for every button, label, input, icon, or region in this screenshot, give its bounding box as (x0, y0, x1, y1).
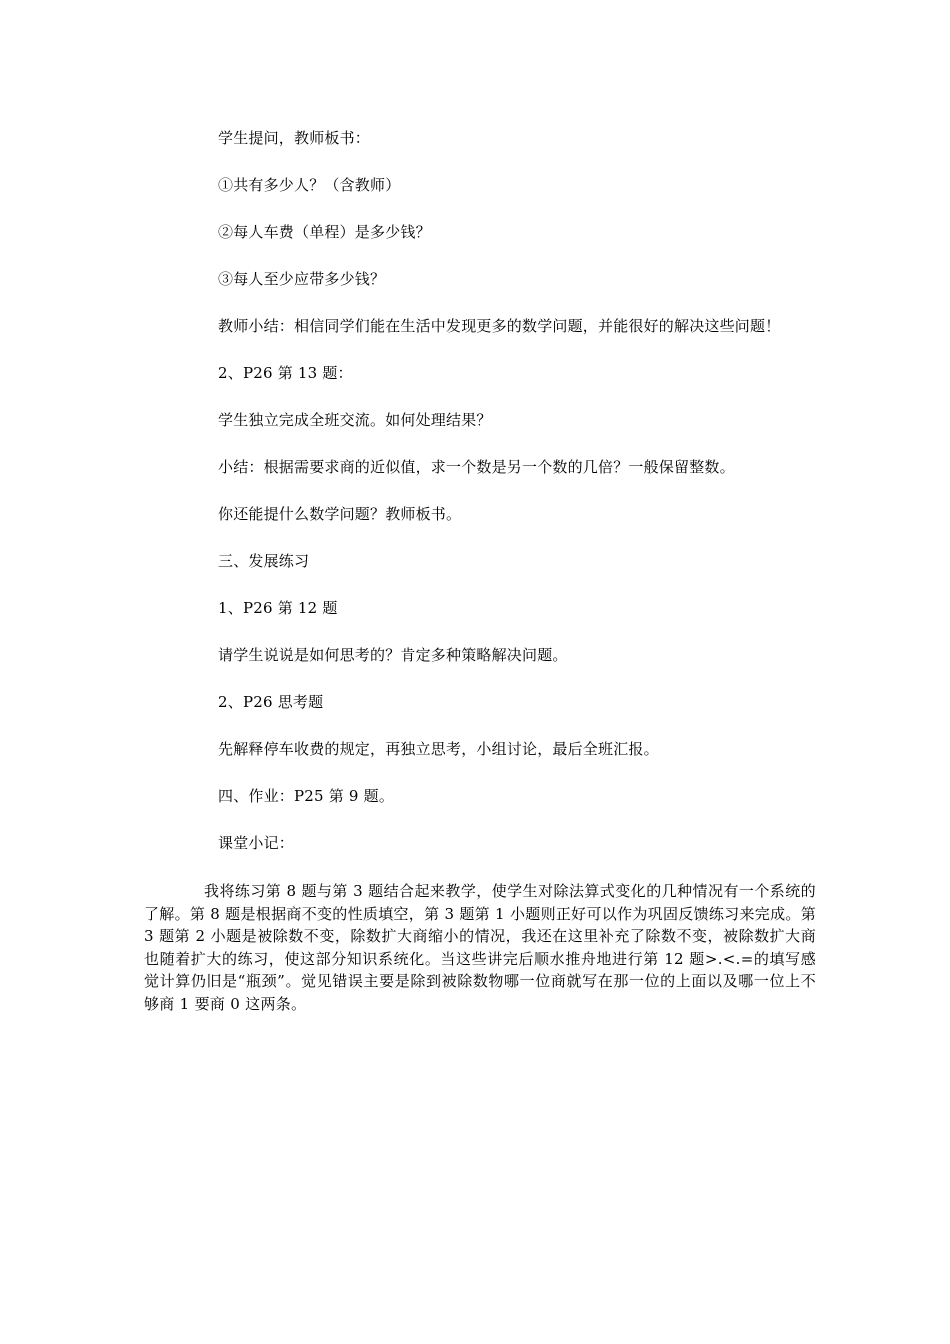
line-parking-rules: 先解释停车收费的规定，再独立思考，小组讨论，最后全班汇报。 (218, 740, 659, 758)
line-summary: 小结：根据需要求商的近似值，求一个数是另一个数的几倍？一般保留整数。 (218, 458, 735, 476)
section-heading-development: 三、发展练习 (218, 552, 310, 570)
line-thinking-question: 2、P26 思考题 (218, 693, 324, 711)
line-exercise-p26-12: 1、P26 第 12 题 (218, 599, 338, 617)
line-more-questions: 你还能提什么数学问题？教师板书。 (218, 505, 462, 523)
line-question-1: ①共有多少人？（含教师） (218, 176, 401, 194)
line-strategies: 请学生说说是如何思考的？肯定多种策略解决问题。 (218, 646, 568, 664)
line-exercise-p26-13: 2、P26 第 13 题： (218, 364, 353, 382)
line-teacher-summary: 教师小结：相信同学们能在生活中发现更多的数学问题，并能很好的解决这些问题！ (218, 317, 781, 335)
section-heading-homework: 四、作业：P25 第 9 题。 (218, 787, 395, 805)
line-student-questions: 学生提问，教师板书： (218, 129, 371, 147)
line-question-2: ②每人车费（单程）是多少钱？ (218, 223, 431, 241)
line-student-exchange: 学生独立完成全班交流。如何处理结果？ (218, 411, 492, 429)
section-heading-class-notes: 课堂小记： (218, 834, 295, 852)
line-question-3: ③每人至少应带多少钱？ (218, 270, 386, 288)
reflection-paragraph: 我将练习第 8 题与第 3 题结合起来教学，使学生对除法算式变化的几种情况有一个系统的了解。第 8 题是根据商不变的性质填空，第 3 题第 1 小题则正好可以作为巩固反馈练习来完成。第 3 题第 2 小题是被除数不变，除数扩大商缩小的情况，我还在这里补充了除数不变，被除数扩大商也随着扩大的练习，使这部分知识系统化。当这些讲完后顺水推舟地进行第 12 题>.<.=的填写感觉计算仍旧是“瓶颈”。觉见错误主要是除到被除数物哪一位商就写在那一位的上面以及哪一位上不够商 1 要商 0 这两条。 (144, 882, 816, 1013)
